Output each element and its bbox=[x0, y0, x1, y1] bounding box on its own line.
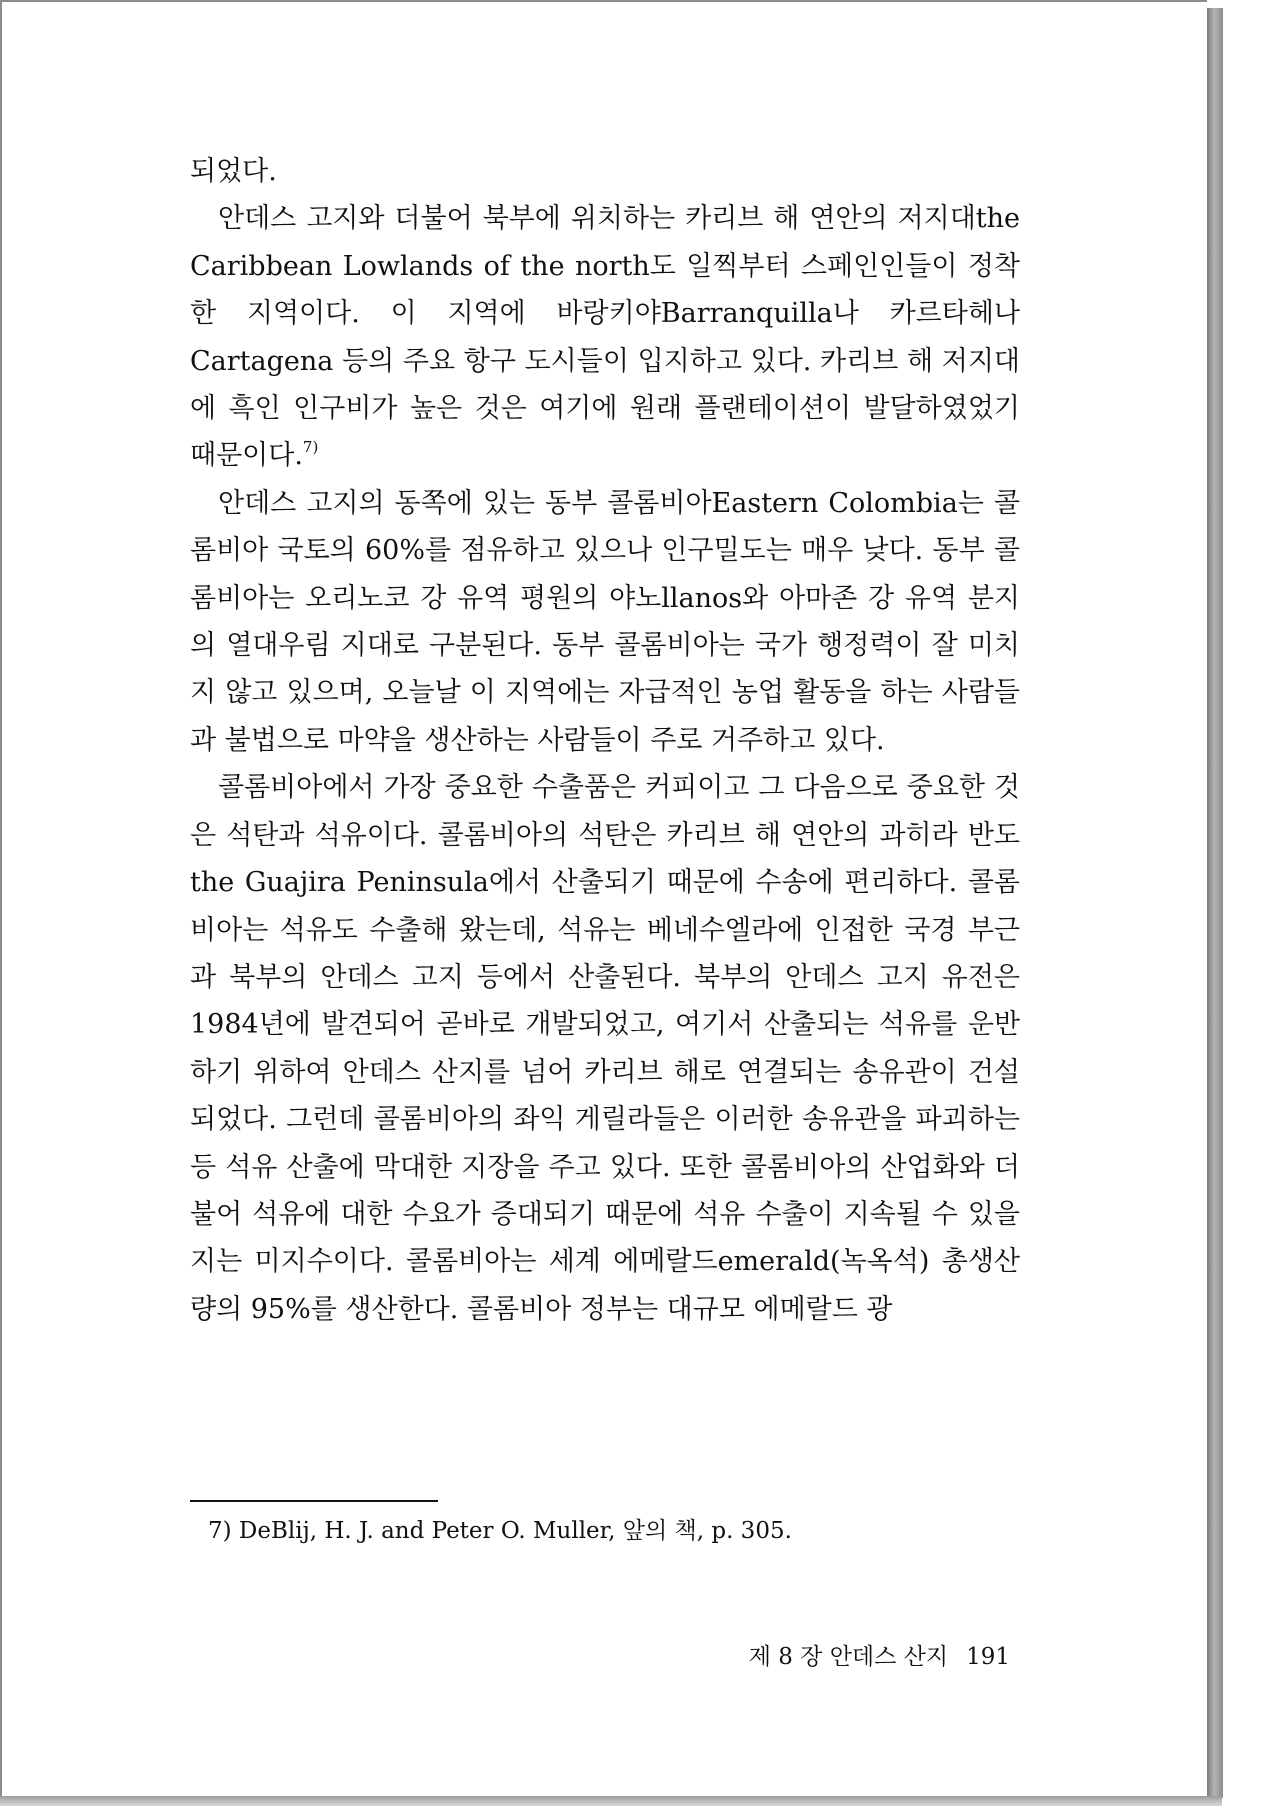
page-bottom-edge bbox=[0, 1796, 1222, 1806]
paragraph-exports bbox=[190, 764, 1020, 1333]
paragraph-text: 안데스 고지의 동쪽에 있는 동부 콜롬비아Eastern Colombia는 콜롬비아 국토의 60%를 점유하고 있으나 인구밀도는 매우 낮다. 동부 콜롬비아는 오리노코 강 유역 평원의 야노llanos와 아마존 강 유역 분지의 열대우림 지대로 구분된다. 동부 콜롬비아는 국가 행정력이 잘 미치지 않고 있으며, 오늘날 이 지역에는 자급적인 농업 활동을 하는 사람들과 불법으로 마약을 생산하는 사람들이 주로 거주하고 있다. bbox=[190, 487, 1020, 756]
page-edge-shadow bbox=[1207, 8, 1223, 1798]
footnote-marker: 7) bbox=[302, 438, 319, 457]
footnote-divider bbox=[190, 1500, 438, 1502]
paragraph-continuation bbox=[190, 148, 1020, 195]
body-text bbox=[190, 148, 1020, 1333]
chapter-title: 제 8 장 안데스 산지 bbox=[748, 1644, 949, 1670]
running-footer bbox=[690, 1642, 1010, 1672]
paragraph-caribbean-lowlands bbox=[190, 195, 1020, 479]
page-number: 191 bbox=[966, 1644, 1010, 1670]
footnote: 7) DeBlij, H. J. and Peter O. Muller, 앞의 책, p. 305. bbox=[208, 1518, 792, 1544]
paragraph-text: 안데스 고지와 더불어 북부에 위치하는 카리브 해 연안의 저지대the Caribbean Lowlands of the north도 일찍부터 스페인인들이 정착한 지역이다. 이 지역에 바랑키야Barranquilla나 카르타헤나Cartagena 등의 주요 항구 도시들이 입지하고 있다. 카리브 해 저지대에 흑인 인구비가 높은 것은 여기에 원래 플랜테이션이 발달하였었기 때문이다. bbox=[190, 203, 1020, 472]
paragraph-text: 콜롬비아에서 가장 중요한 수출품은 커피이고 그 다음으로 중요한 것은 석탄과 석유이다. 콜롬비아의 석탄은 카리브 해 연안의 과히라 반도the Guajira Peninsula에서 산출되기 때문에 수송에 편리하다. 콜롬비아는 석유도 수출해 왔는데, 석유는 베네수엘라에 인접한 국경 부근과 북부의 안데스 고지 등에서 산출된다. 북부의 안데스 고지 유전은 1984년에 발견되어 곧바로 개발되었고, 여기서 산출되는 석유를 운반하기 위하여 안데스 산지를 넘어 카리브 해로 연결되는 송유관이 건설되었다. 그런데 콜롬비아의 좌익 게릴라들은 이러한 송유관을 파괴하는 등 석유 산출에 막대한 지장을 주고 있다. 또한 콜롬비아의 산업화와 더불어 석유에 대한 수요가 증대되기 때문에 석유 수출이 지속될 수 있을지는 미지수이다. 콜롬비아는 세계 에메랄드emerald(녹옥석) 총생산량의 95%를 생산한다. 콜롬비아 정부는 대규모 에메랄드 광 bbox=[190, 772, 1020, 1325]
paragraph-text: 되었다. bbox=[190, 156, 277, 187]
paragraph-eastern-colombia bbox=[190, 480, 1020, 764]
